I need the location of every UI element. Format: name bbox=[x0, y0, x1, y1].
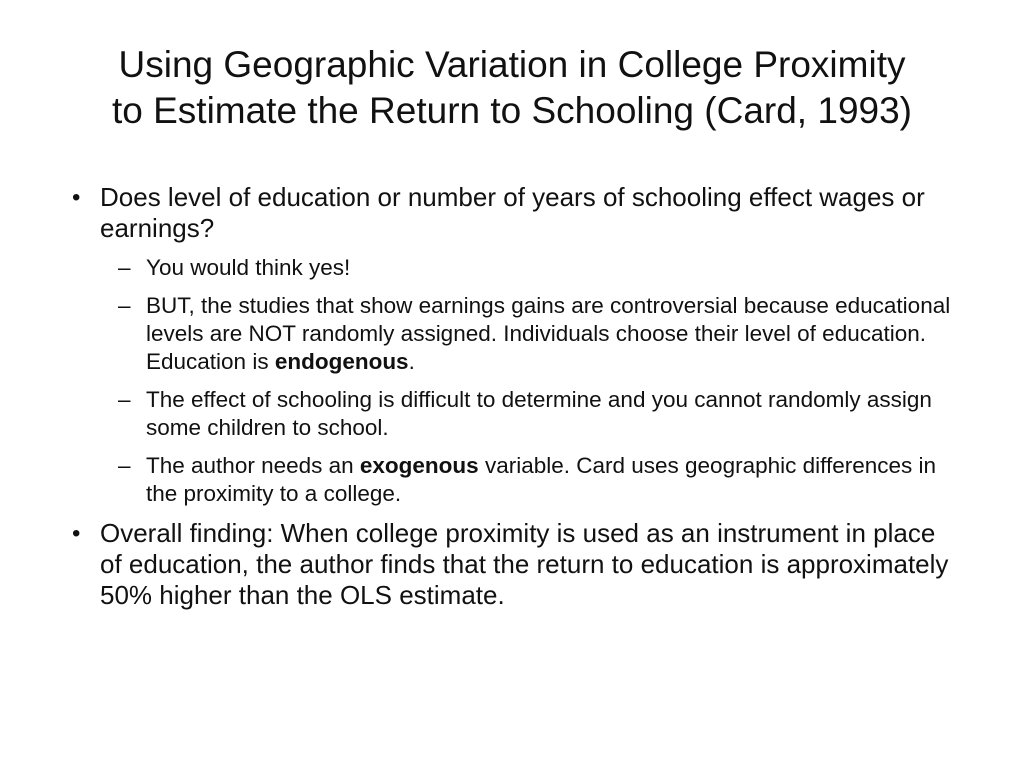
sub-bullet-text: The effect of schooling is difficult to determine and you cannot randomly assign some children to school. bbox=[146, 387, 932, 440]
dash-glyph: – bbox=[118, 387, 131, 412]
dash-glyph: – bbox=[118, 255, 131, 280]
bullet-glyph: • bbox=[72, 520, 81, 547]
sub-bullet-text-before: BUT, the studies that show earnings gains are controversial because educational levels are NOT randomly assigned. Individuals choose their level of education. Education is bbox=[146, 293, 951, 374]
bullet-text: Does level of education or number of years of schooling effect wages or earnings? bbox=[100, 182, 925, 243]
bullet-text: Overall finding: When college proximity is used as an instrument in place of education, the author finds that the return to education is approximately 50% higher than the OLS estimate. bbox=[100, 518, 949, 610]
sub-bullet-difficult bbox=[0, 386, 1024, 442]
bullet-glyph: • bbox=[72, 184, 81, 211]
sub-bullet-text: You would think yes! bbox=[146, 255, 351, 280]
dash-glyph: – bbox=[118, 293, 131, 318]
sub-bullet-think-yes bbox=[0, 254, 1024, 282]
title-line-2: to Estimate the Return to Schooling (Card, 1993) bbox=[111, 90, 913, 131]
title-line-1: Using Geographic Variation in College Proximity bbox=[118, 44, 906, 85]
bullet-education-question bbox=[0, 182, 1024, 244]
dash-glyph: – bbox=[118, 453, 131, 478]
sub-bullet-exogenous bbox=[0, 452, 1024, 508]
bullet-overall-finding bbox=[0, 518, 1024, 611]
sub-bullet-controversial bbox=[0, 292, 1024, 376]
sub-bullet-text-after: . bbox=[408, 349, 415, 374]
slide-body bbox=[0, 182, 1024, 621]
slide-title bbox=[40, 42, 984, 134]
emphasis-endogenous: endogenous bbox=[274, 349, 409, 374]
sub-bullet-text-after: variable. Card uses geographic differences in the proximity to a college. bbox=[146, 453, 937, 506]
emphasis-exogenous: exogenous bbox=[359, 453, 479, 478]
sub-bullet-text-before: The author needs an bbox=[146, 453, 360, 478]
